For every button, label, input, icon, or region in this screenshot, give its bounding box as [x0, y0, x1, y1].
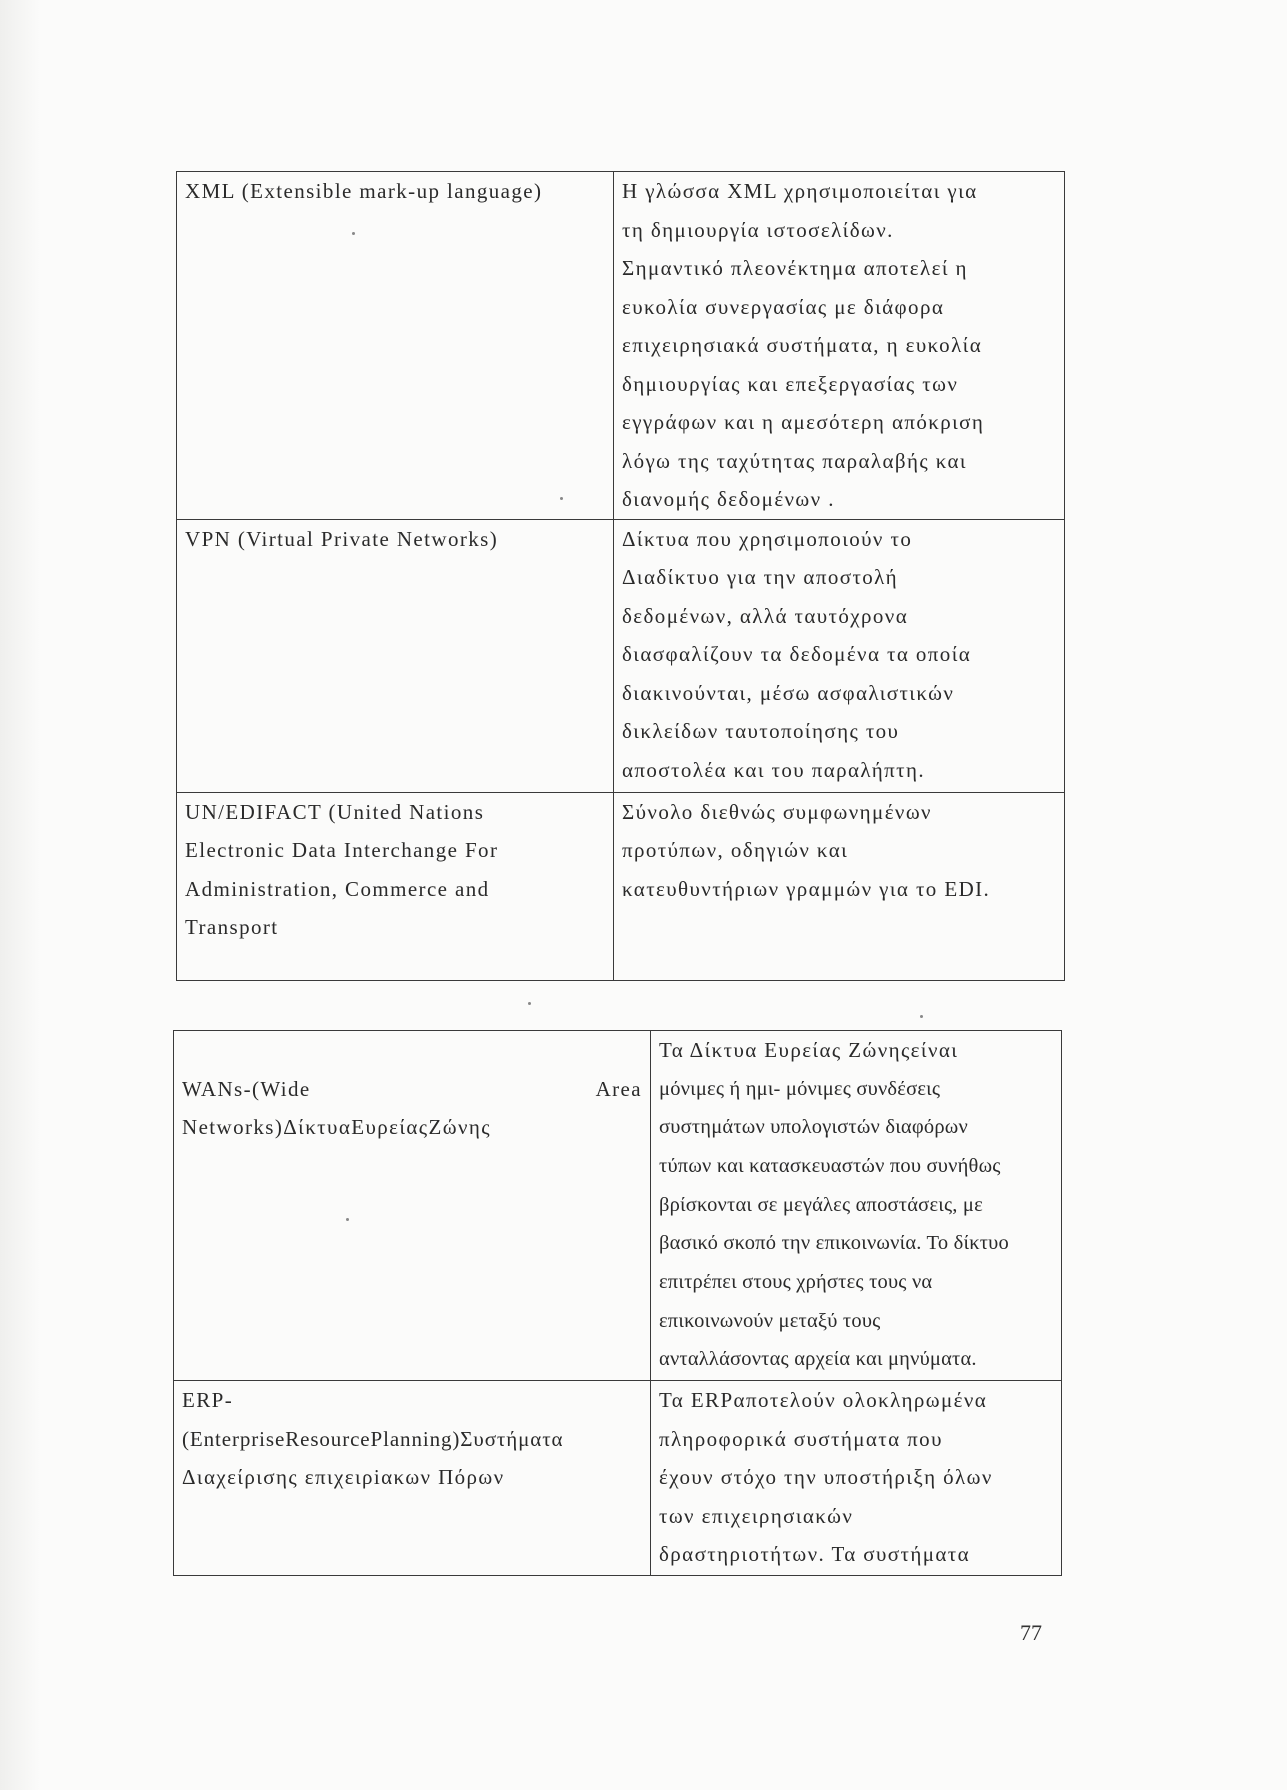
- definition-line: δεδομένων, αλλά ταυτόχρονα: [622, 603, 909, 628]
- definition-line: επιχειρησιακά συστήματα, η ευκολία: [622, 333, 983, 357]
- term-part-right: Area: [595, 1076, 642, 1101]
- term-line: Electronic Data Interchange For: [185, 838, 499, 862]
- definition-line: Σημαντικό πλεονέκτημα αποτελεί η: [622, 256, 968, 280]
- term-cell: [177, 519, 614, 792]
- definition-line: συστημάτων υπολογιστών διαφόρων: [659, 1116, 968, 1139]
- definition-line: διανομής δεδομένων .: [622, 487, 835, 511]
- definition-line: λόγω της ταχύτητας παραλαβής και: [622, 448, 967, 473]
- definition-cell: [651, 1381, 1062, 1576]
- definition-line: των επιχειρησιακών: [659, 1503, 854, 1528]
- term-line: ERP-: [182, 1388, 234, 1412]
- term-line: UN/EDIFACT (United Nations: [185, 799, 485, 824]
- term-line: Administration, Commerce and: [185, 876, 490, 901]
- table-row: [177, 792, 1065, 980]
- definition-line: αποστολέα και του παραλήπτη.: [622, 757, 926, 782]
- definition-line: δικλείδων ταυτοποίησης του: [622, 719, 900, 743]
- definition-line: επιτρέπει στους χρήστες τους να: [659, 1271, 933, 1294]
- term-line: Διαχείρισης επιχειρiακων Πόρων: [182, 1465, 505, 1489]
- definition-cell: [614, 519, 1065, 792]
- definition-cell: [614, 792, 1065, 980]
- definition-line: δραστηριοτήτων. Τα συστήματα: [659, 1542, 971, 1566]
- definition-line: προτύπων, οδηγιών και: [622, 838, 849, 862]
- glossary-table-2: [173, 1030, 1062, 1576]
- glossary-table-1: [176, 171, 1065, 981]
- scan-speck: [352, 232, 355, 235]
- definition-cell: [614, 172, 1065, 520]
- term-cell: [177, 792, 614, 980]
- definition-line: ανταλλάσοντας αρχεία και μηνύματα.: [659, 1348, 977, 1371]
- definition-line: τη δημιουργία ιστοσελίδων.: [622, 217, 894, 242]
- table-row: [174, 1031, 1062, 1381]
- term-cell: [174, 1031, 651, 1381]
- definition-line: τύπων και κατασκευαστών που συνήθως: [659, 1154, 1001, 1177]
- definition-line: διακινούνται, μέσω ασφαλιστικών: [622, 680, 955, 705]
- definition-line: κατευθυντήριων γραμμών για το EDI.: [622, 876, 991, 901]
- definition-line: Τα Δίκτυα Ευρείας Ζώνηςείναι: [659, 1038, 959, 1062]
- term-line: (EnterpriseResourcePlanning)Συστήματα: [182, 1426, 564, 1451]
- definition-line: δημιουργίας και επεξεργασίας των: [622, 371, 959, 396]
- definition-line: Η γλώσσα XML χρησιμοποιείται για: [622, 179, 978, 203]
- term-line: Transport: [185, 915, 279, 939]
- term-line: Networks)ΔίκτυαΕυρείαςΖώνης: [182, 1115, 491, 1139]
- definition-line: Δίκτυα που χρησιμοποιούν το: [622, 526, 913, 551]
- term-line: XML (Extensible mark-up language): [185, 179, 543, 203]
- scan-edge-shadow: [0, 0, 40, 1790]
- page-number: 77: [1020, 1620, 1042, 1645]
- definition-line: βρίσκονται σε μεγάλες αποστάσεις, με: [659, 1193, 983, 1216]
- scan-speck: [560, 497, 563, 500]
- definition-line: Τα ERPαποτελούν ολοκληρωμένα: [659, 1388, 988, 1412]
- definition-line: μόνιμες ή ημι- μόνιμες συνδέσεις: [659, 1077, 941, 1100]
- definition-line: πληροφορικά συστήματα που: [659, 1426, 943, 1451]
- term-cell: [177, 172, 614, 520]
- scan-speck: [920, 1015, 923, 1018]
- term-part-left: WANs-(Wide: [182, 1076, 311, 1101]
- table-row: [177, 172, 1065, 520]
- definition-line: εγγράφων και η αμεσότερη απόκριση: [622, 410, 985, 434]
- definition-line: διασφαλίζουν τα δεδομένα τα οποία: [622, 642, 972, 666]
- term-line: VPN (Virtual Private Networks): [185, 526, 499, 551]
- definition-line: βασικό σκοπό την επικοινωνία. Το δίκτυο: [659, 1232, 1009, 1255]
- table-row: [177, 519, 1065, 792]
- definition-line: ευκολία συνεργασίας με διάφορα: [622, 294, 945, 319]
- term-line-split: [174, 1070, 650, 1109]
- definition-cell: [651, 1031, 1062, 1381]
- term-cell: [174, 1381, 651, 1576]
- definition-line: έχουν στόχο την υποστήριξη όλων: [659, 1465, 993, 1489]
- table-row: [174, 1381, 1062, 1576]
- definition-line: Σύνολο διεθνώς συμφωνημένων: [622, 799, 932, 824]
- definition-line: επικοινωνούν μεταξύ τους: [659, 1309, 881, 1332]
- definition-line: Διαδίκτυο για την αποστολή: [622, 565, 898, 589]
- scan-speck: [346, 1218, 349, 1221]
- scan-speck: [528, 1002, 531, 1005]
